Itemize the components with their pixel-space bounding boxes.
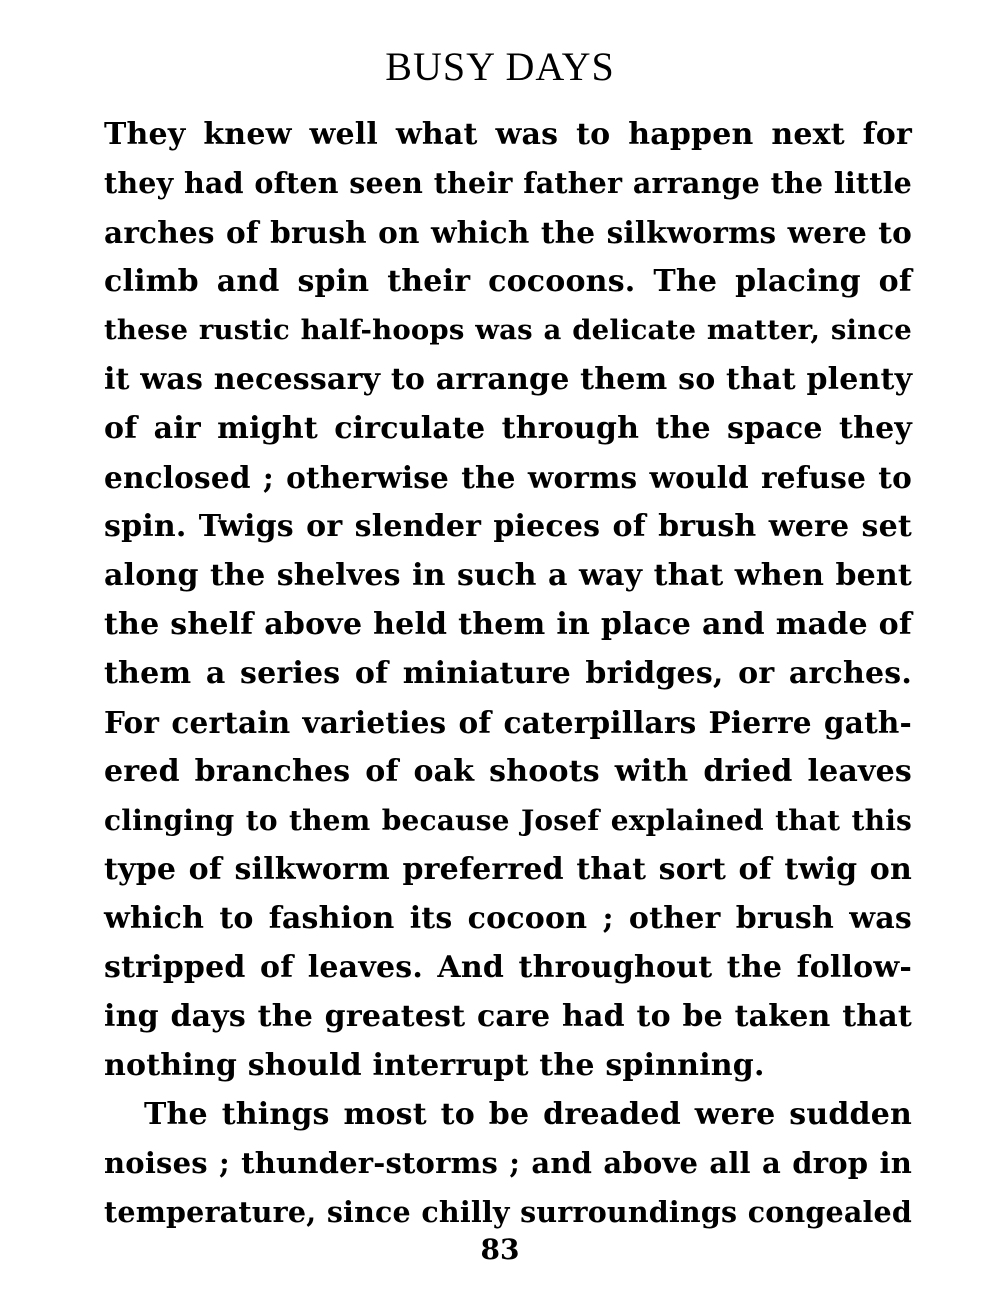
text-line: which to fashion its cocoon ; other brush was (104, 901, 912, 936)
text-line: The things most to be dreaded were sudden (144, 1097, 912, 1132)
text-line: these rustic half-hoops was a delicate matter, since (104, 314, 912, 346)
paragraph-2 (104, 1090, 912, 1237)
text-line: nothing should interrupt the spinning. (104, 1048, 765, 1083)
text-line: For certain varieties of caterpillars Pierre gath- (104, 705, 912, 740)
text-line: them a series of miniature bridges, or arches. (104, 656, 912, 691)
running-title: BUSY DAYS (385, 44, 615, 89)
text-line: of air might circulate through the space they (104, 411, 912, 446)
body-text (104, 110, 912, 1237)
text-line: type of silkworm preferred that sort of twig on (104, 852, 912, 887)
text-line: they had often seen their father arrange the little (104, 166, 912, 200)
paragraph-1 (104, 110, 912, 1090)
text-line: clinging to them because Josef explained that this (104, 804, 912, 837)
text-line: along the shelves in such a way that when bent (104, 558, 912, 593)
text-line: ered branches of oak shoots with dried leaves (104, 754, 912, 789)
text-line: arches of brush on which the silkworms were to (104, 215, 912, 250)
text-line: enclosed ; otherwise the worms would refuse to (104, 460, 912, 495)
text-line: ing days the greatest care had to be taken that (104, 999, 912, 1034)
text-line: temperature, since chilly surroundings congealed (104, 1195, 912, 1229)
page-number: 83 (480, 1233, 520, 1266)
text-line: the shelf above held them in place and made of (104, 607, 912, 642)
text-line: noises ; thunder-storms ; and above all a drop in (104, 1146, 912, 1180)
text-line: They knew well what was to happen next for (104, 117, 912, 152)
text-line: it was necessary to arrange them so that plenty (104, 362, 913, 397)
text-line: stripped of leaves. And throughout the follow- (104, 950, 912, 985)
text-line: climb and spin their cocoons. The placing of (104, 264, 912, 299)
text-line: spin. Twigs or slender pieces of brush were set (104, 509, 912, 544)
